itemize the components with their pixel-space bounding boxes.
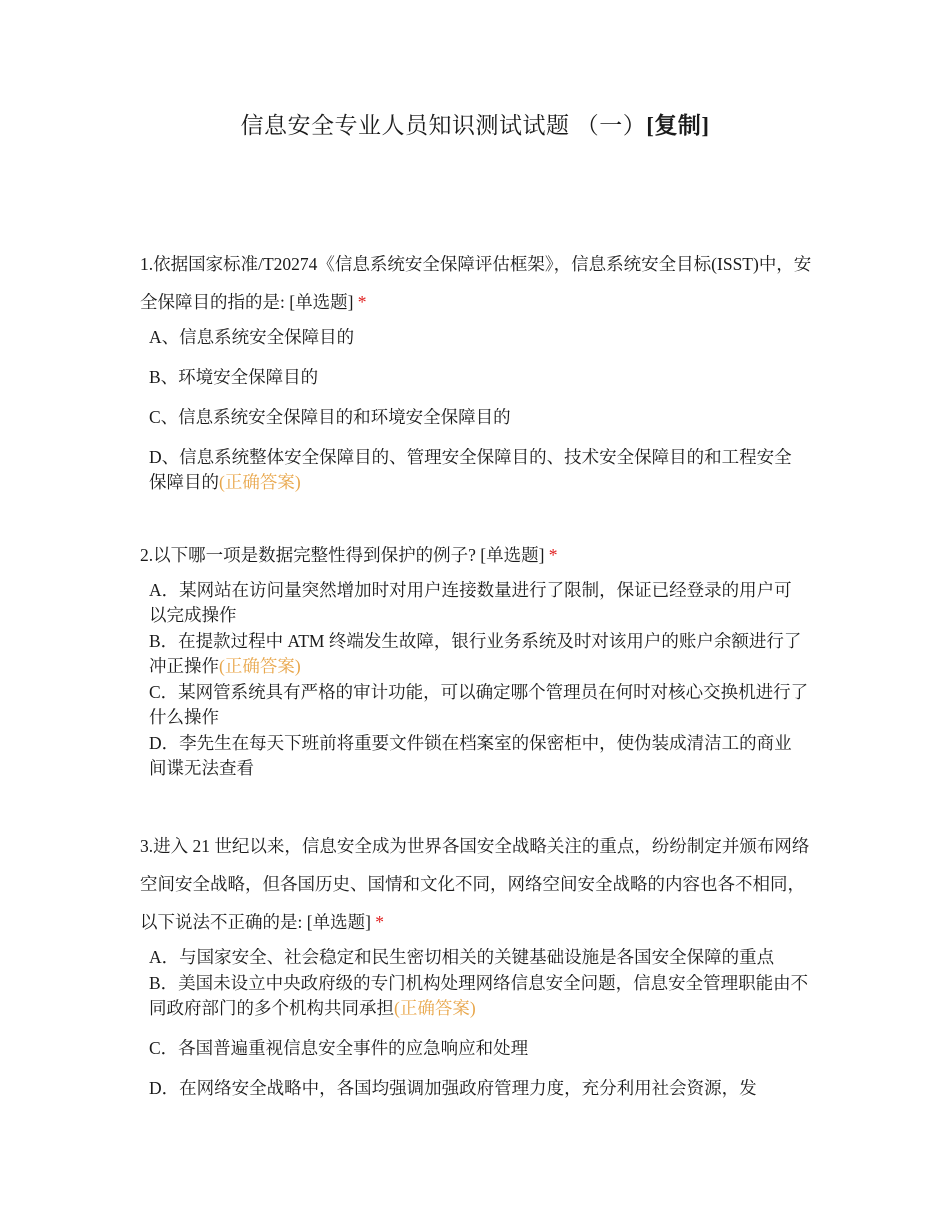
option-c[interactable]: C、信息系统安全保障目的和环境安全保障目的 xyxy=(149,407,511,427)
question-2 xyxy=(140,536,820,782)
option-c[interactable]: C．各国普遍重视信息安全事件的应急响应和处理 xyxy=(149,1038,529,1058)
page-title xyxy=(0,108,950,144)
option-c[interactable]: C．某网管系统具有严格的审计功能，可以确定哪个管理员在何时对核心交换机进行了什么操作 xyxy=(149,682,809,727)
option-a[interactable]: A、信息系统安全保障目的 xyxy=(149,327,355,347)
options-list xyxy=(140,325,820,495)
option-a[interactable]: A．某网站在访问量突然增加时对用户连接数量进行了限制，保证已经登录的用户可以完成操作 xyxy=(149,580,792,625)
question-stem: 1.依据国家标准/T20274《信息系统安全保障评估框架》，信息系统安全目标(ISST)中，安全保障目的指的是: [单选题] * xyxy=(140,254,812,312)
title-copy-suffix: [复制] xyxy=(646,113,710,138)
option-d[interactable]: D、信息系统整体安全保障目的、管理安全保障目的、技术安全保障目的和工程安全保障目的(正确答案) xyxy=(149,447,792,492)
option-d[interactable]: D．在网络安全战略中，各国均强调加强政府管理力度，充分利用社会资源，发 xyxy=(149,1078,757,1098)
required-mark: * xyxy=(548,545,558,565)
option-b[interactable]: B．在提款过程中 ATM 终端发生故障，银行业务系统及时对该用户的账户余额进行了冲正操作(正确答案) xyxy=(149,631,802,676)
required-mark: * xyxy=(357,292,367,312)
option-a[interactable]: A．与国家安全、社会稳定和民生密切相关的关键基础设施是各国安全保障的重点 xyxy=(149,947,775,967)
correct-answer-label: (正确答案) xyxy=(394,998,476,1018)
correct-answer-label: (正确答案) xyxy=(219,656,301,676)
title-main: 信息安全专业人员知识测试试题 （一） xyxy=(240,113,647,138)
options-list xyxy=(140,945,820,1101)
option-d[interactable]: D．李先生在每天下班前将重要文件锁在档案室的保密柜中，使伪装成清洁工的商业间谍无法查看 xyxy=(149,733,792,778)
question-3 xyxy=(140,827,820,1101)
question-stem: 2.以下哪一项是数据完整性得到保护的例子? [单选题] * xyxy=(140,545,558,565)
question-stem: 3.进入 21 世纪以来，信息安全成为世界各国安全战略关注的重点，纷纷制定并颁布网络空间安全战略，但各国历史、国情和文化不同，网络空间安全战略的内容也各不相同，以下说法不正确的是: [单选题] * xyxy=(140,836,810,932)
required-mark: * xyxy=(375,912,385,932)
option-b[interactable]: B．美国未设立中央政府级的专门机构处理网络信息安全问题，信息安全管理职能由不同政府部门的多个机构共同承担(正确答案) xyxy=(149,973,809,1018)
correct-answer-label: (正确答案) xyxy=(219,472,301,492)
question-1 xyxy=(140,245,820,495)
option-b[interactable]: B、环境安全保障目的 xyxy=(149,367,319,387)
options-list xyxy=(140,578,820,781)
